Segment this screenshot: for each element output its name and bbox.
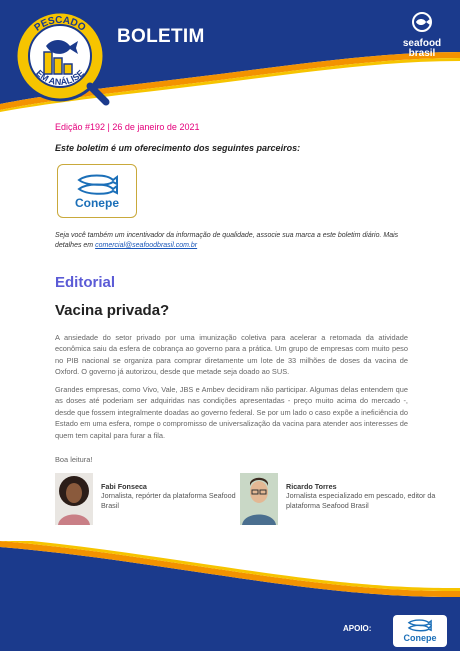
partners-title: Este boletim é um oferecimento dos seguintes parceiros: [55, 143, 301, 153]
badge-bottom-label: EM ANÁLISE [34, 67, 86, 88]
badge-top-label: PESCADO [32, 14, 88, 34]
author-name: Ricardo Torres [286, 482, 337, 491]
edition-line [55, 122, 199, 132]
edition-separator: | [105, 122, 113, 132]
author-photo [240, 473, 278, 525]
paragraph-closing: Boa leitura! [55, 455, 93, 464]
author-role: Jornalista especializado em pescado, editor da plataforma Seafood Brasil [286, 491, 436, 510]
article-title: Vacina privada? [55, 302, 170, 319]
partner-conepe-card[interactable] [57, 164, 137, 218]
author-info [286, 482, 436, 510]
paragraph-1: A ansiedade do setor privado por uma imunização coletiva para acelerar a retomada da atividade econômica saiu da esfera de cobrança ao governo para a prática. Um grupo de empresas com muito peso no PIB nacional se organiza para comprar diretamente um lote de 33 milhões de doses da vacina de Oxford. O governo já autorizou, desde que metade seja doado ao SUS. [55, 333, 408, 377]
author-info [101, 482, 251, 510]
footer [0, 541, 460, 651]
badge-text [8, 6, 118, 116]
section-title: Editorial [55, 274, 116, 291]
partner-name: Conepe [74, 196, 119, 210]
support-name: Conepe [403, 633, 437, 643]
contact-email-link[interactable]: comercial@seafoodbrasil.com.br [95, 242, 198, 249]
support-conepe-logo[interactable] [393, 615, 447, 647]
conepe-fish-icon [407, 618, 433, 632]
author-name: Fabi Fonseca [101, 482, 147, 491]
conepe-fish-icon [77, 172, 119, 196]
author-photo [55, 473, 93, 525]
edition-date: 26 de janeiro de 2021 [112, 122, 200, 132]
seafood-brasil-logo [394, 12, 450, 59]
paragraph-2: Grandes empresas, como Vivo, Vale, JBS e Ambev decidiram não participar. Algumas delas entendem que as doses até poderiam ser adquiridas nas condições apresentadas - preço muito acima do mercado -, desde que fossem integralmente doadas ao governo federal. Se por um lado o caso expõe a ineficiência do Estado em uma esfera, rompe o compromisso de universalização da vacina para atender aos interesses de quem tem capital para furar a fila. [55, 385, 408, 440]
fish-icon [410, 12, 434, 32]
svg-text:EM ANÁLISE [34, 68, 86, 87]
page-title: BOLETIM [117, 26, 205, 47]
author-role: Jornalista, repórter da plataforma Seafood Brasil [101, 491, 236, 510]
incentive-text [55, 231, 415, 251]
footer-background [0, 541, 460, 651]
brand-line-1: seafood [402, 38, 442, 49]
support-label: APOIO: [343, 624, 372, 633]
brand-line-2: brasil [408, 48, 436, 59]
svg-text:PESCADO [33, 15, 88, 34]
edition-number: Edição #192 [55, 122, 106, 132]
incentive-body: Seja você também um incentivador da informação de qualidade, associe sua marca a este boletim diário. Mais detalhes em [55, 232, 399, 249]
